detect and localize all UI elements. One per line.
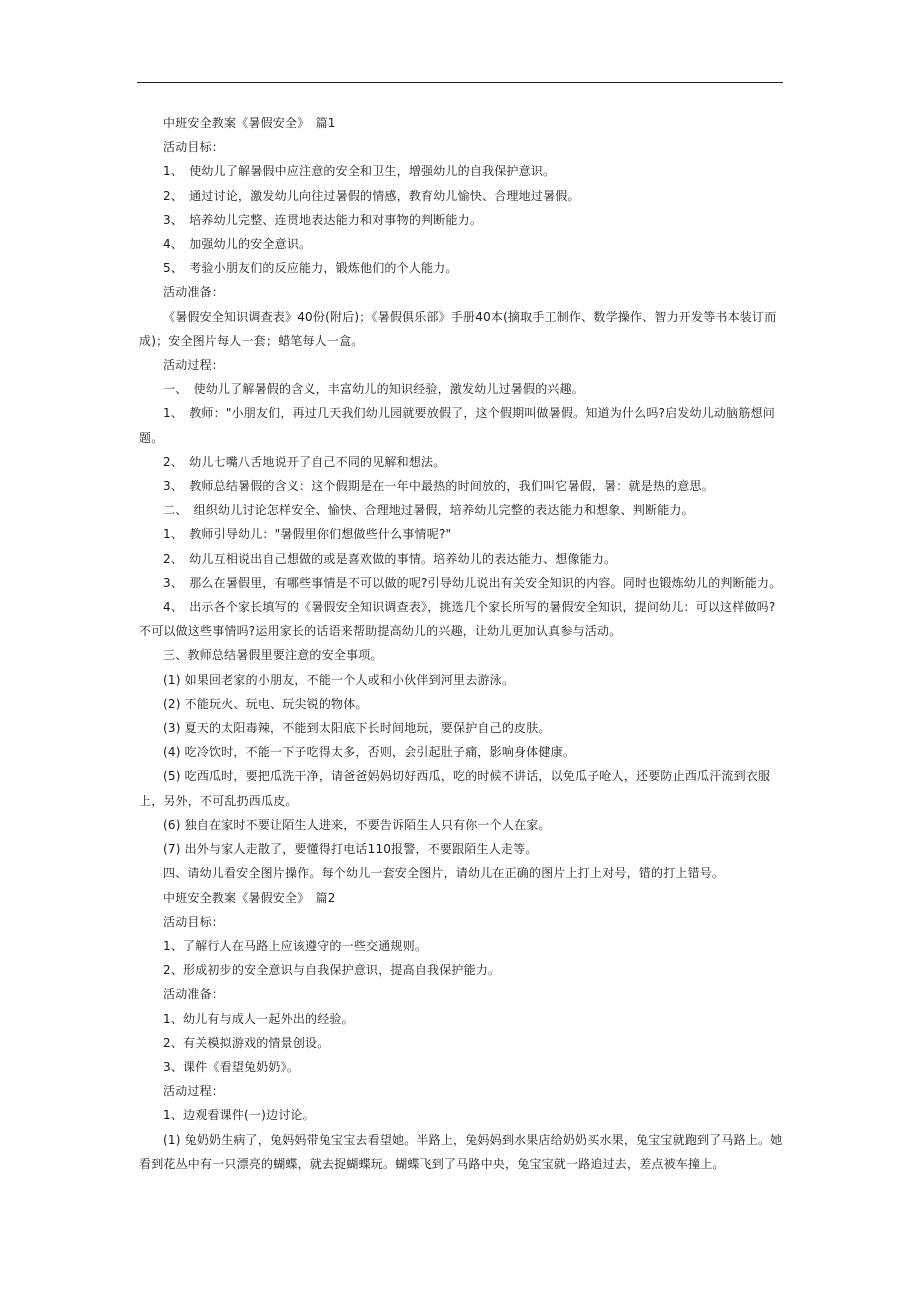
paragraph: 1、幼儿有与成人一起外出的经验。 [163, 1011, 354, 1026]
paragraph: 《暑假安全知识调查表》40份(附后)；《暑假俱乐部》手册40本(摘取手工制作、数学操作、智力开发等书本装订而成)；安全图片每人一套；蜡笔每人一盒。 [139, 309, 777, 348]
paragraph: 3、 教师总结暑假的含义：这个假期是在一年中最热的时间放的，我们叫它暑假，暑：就是热的意思。 [163, 479, 714, 494]
paragraph: 1、 教师："小朋友们，再过几天我们幼儿园就要放假了，这个假期叫做暑假。知道为什么吗?启发幼儿动脑筋想问题。 [139, 406, 775, 445]
paragraph: 1、了解行人在马路上应该遵守的一些交通规则。 [163, 938, 428, 953]
paragraph: 2、 通过讨论，激发幼儿向往过暑假的情感，教育幼儿愉快、合理地过暑假。 [163, 188, 580, 203]
paragraph: 二、 组织幼儿讨论怎样安全、愉快、合理地过暑假，培养幼儿完整的表达能力和想象、判断能力。 [163, 503, 694, 518]
paragraph: 4、 出示各个家长填写的《暑假安全知识调查表》，挑选几个家长所写的暑假安全知识，提问幼儿：可以这样做吗?不可以做这些事情吗?运用家长的话语来帮助提高幼儿的兴趣，让幼儿更加认真参与活动。 [139, 600, 776, 639]
paragraph: 活动过程： [163, 358, 225, 373]
paragraph: 活动过程： [163, 1084, 225, 1099]
paragraph: 中班安全教案《暑假安全》 篇1 [163, 116, 336, 130]
paragraph: 3、 那么在暑假里，有哪些事情是不可以做的呢?引导幼儿说出有关安全知识的内容。同时也锻炼幼儿的判断能力。 [163, 575, 782, 590]
paragraph: 2、有关模拟游戏的情景创设。 [163, 1035, 330, 1050]
paragraph: (5) 吃西瓜时，要把瓜洗干净，请爸爸妈妈切好西瓜，吃的时候不讲话，以免瓜子呛人，还要防止西瓜汗流到衣服上，另外，不可乱扔西瓜皮。 [139, 769, 771, 808]
paragraph: (4) 吃冷饮时，不能一下子吃得太多，否则，会引起肚子痛，影响身体健康。 [163, 745, 576, 760]
paragraph: 活动准备： [163, 987, 225, 1002]
paragraph: (7) 出外与家人走散了，要懂得打电话110报警，不要跟陌生人走等。 [163, 842, 538, 857]
paragraph: 一、 使幼儿了解暑假的含义，丰富幼儿的知识经验，激发幼儿过暑假的兴趣。 [163, 382, 585, 397]
paragraph: 2、 幼儿七嘴八舌地说开了自己不同的见解和想法。 [163, 454, 446, 469]
paragraph: 3、课件《看望兔奶奶》。 [163, 1059, 300, 1074]
paragraph: 活动准备： [163, 285, 225, 300]
paragraph: 5、 考验小朋友们的反应能力，锻炼他们的个人能力。 [163, 261, 458, 276]
paragraph: 1、 使幼儿了解暑假中应注意的安全和卫生，增强幼儿的自我保护意识。 [163, 164, 556, 179]
paragraph: 4、 加强幼儿的安全意识。 [163, 237, 312, 252]
paragraph: 活动目标： [163, 914, 225, 929]
paragraph: 1、 教师引导幼儿："暑假里你们想做些什么事情呢?" [163, 527, 452, 542]
paragraph: 2、 幼儿互相说出自己想做的或是喜欢做的事情。培养幼儿的表达能力、想像能力。 [163, 551, 617, 566]
paragraph: (1) 兔奶奶生病了，兔妈妈带兔宝宝去看望她。半路上，兔妈妈到水果店给奶奶买水果，兔宝宝就跑到了马路上。她看到花丛中有一只漂亮的蝴蝶，就去捉蝴蝶玩。蝴蝶飞到了马路中央，兔宝宝就一路追过去，差点被车撞上。 [139, 1132, 783, 1171]
paragraph: 三、教师总结暑假里要注意的安全事项。 [163, 648, 383, 663]
paragraph: 1、边观看课件(一)边讨论。 [163, 1108, 315, 1123]
header-rule [137, 82, 783, 83]
paragraph: 活动目标： [163, 140, 225, 155]
paragraph: (2) 不能玩火、玩电、玩尖锐的物体。 [163, 696, 368, 711]
document-body [139, 111, 783, 1176]
paragraph: (3) 夏天的太阳毒辣，不能到太阳底下长时间地玩，要保护自己的皮肤。 [163, 721, 551, 736]
paragraph: 四、请幼儿看安全图片操作。每个幼儿一套安全图片，请幼儿在正确的图片上打上对号，错的打上错号。 [163, 866, 725, 881]
paragraph: 3、 培养幼儿完整、连贯地表达能力和对事物的判断能力。 [163, 212, 483, 227]
paragraph: 2、形成初步的安全意识与自我保护意识，提高自我保护能力。 [163, 963, 501, 978]
paragraph: (6) 独自在家时不要让陌生人进来，不要告诉陌生人只有你一个人在家。 [163, 817, 551, 832]
paragraph: 中班安全教案《暑假安全》 篇2 [163, 890, 336, 905]
paragraph: (1) 如果回老家的小朋友，不能一个人或和小伙伴到河里去游泳。 [163, 672, 515, 687]
